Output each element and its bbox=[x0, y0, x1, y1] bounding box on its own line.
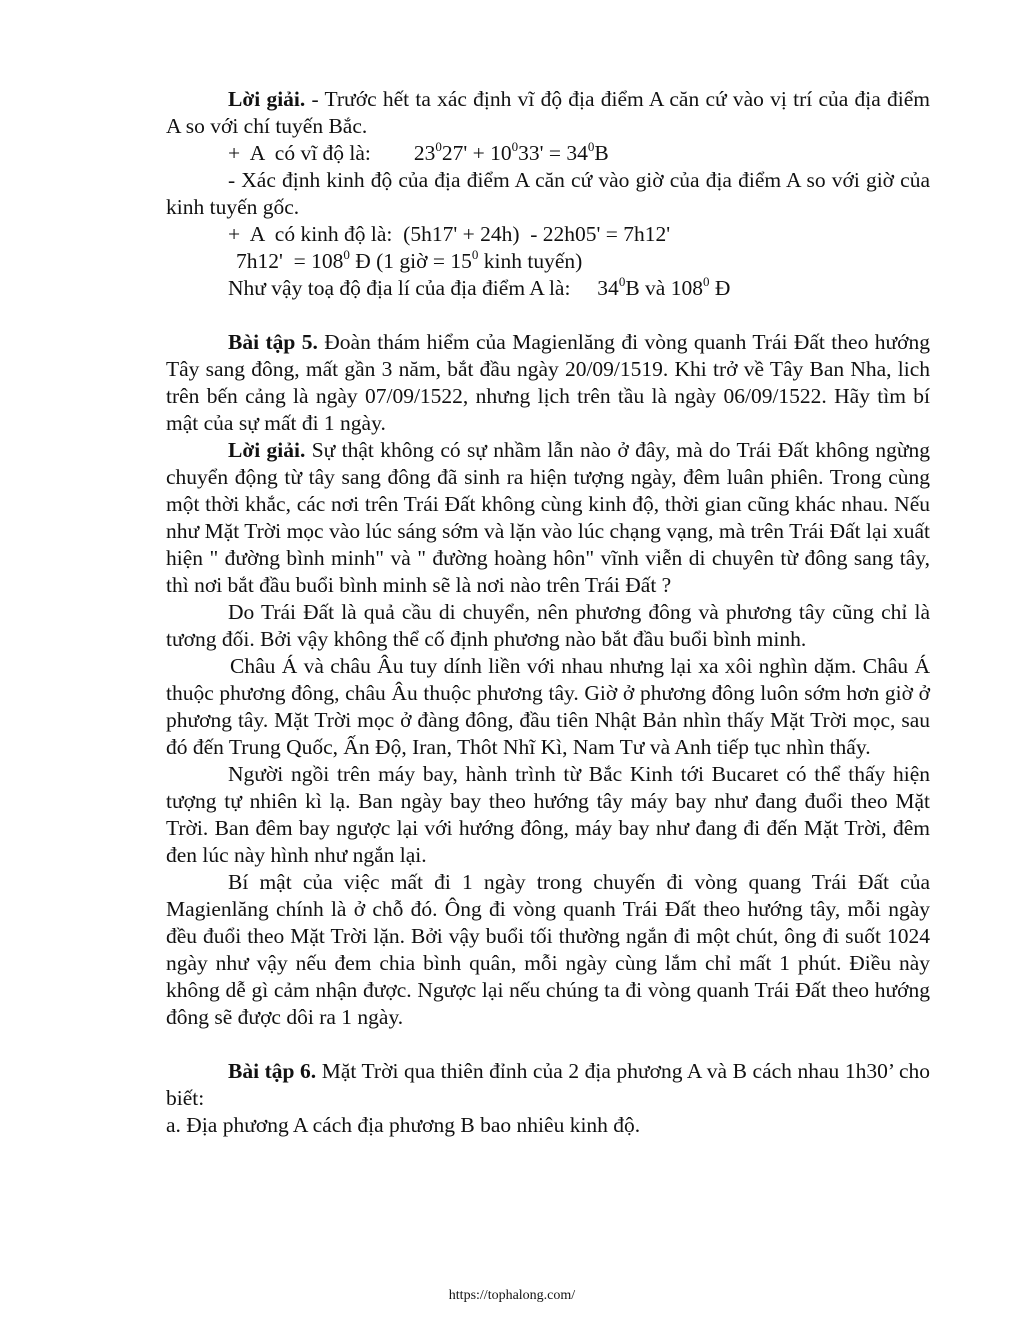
coordinates-line: Như vậy toạ độ địa lí của địa điểm A là: $34^0B$ và $108^0$ Đ bbox=[228, 274, 731, 300]
paragraph: Bí mật của việc mất đi 1 ngày trong chuyến đi vòng quang Trái Đất của Magienlăng chính là ở chỗ đó. Ông đi vòng quanh Trái Đất theo hướng tây, mỗi ngày đều đuổi theo Mặt Trời lặn. Bởi vậy buổi tối thường ngắn đi một chút, ông đi suốt 1024 ngày như vậy nếu đem chia bình quân, mỗi ngày cùng lắm chỉ mất 1 phút. Điều này không dễ gì cảm nhận được. Ngược lại nếu chúng ta đi vòng quanh Trái Đất theo hướng đông sẽ được dôi ra 1 ngày. bbox=[166, 870, 930, 1029]
solution-4-intro: Lời giải. - Trước hết ta xác định vĩ độ địa điểm A căn cứ vào vị trí của địa điểm A so với chí tuyến Bắc. bbox=[166, 87, 931, 138]
spacer bbox=[166, 1031, 930, 1058]
paragraph: Châu Á và châu Âu tuy dính liền với nhau nhưng lại xa xôi nghìn dặm. Châu Á thuộc phương đông, châu Âu thuộc phương tây. Giờ ở phương đông luôn sớm hơn giờ ở phương tây. Mặt Trời mọc ở đàng đông, đầu tiên Nhật Bản nhìn thấy Mặt Trời mọc, sau đó đến Trung Quốc, Ấn Độ, Iran, Thôt Nhĩ Kì, Nam Tư và Anh tiếp tục nhìn thấy. bbox=[166, 654, 930, 759]
longitude-line: + A có kinh độ là: (5h17' + 24h) - 22h05' = 7h12' bbox=[228, 222, 671, 246]
latitude-line: + A có vĩ độ là: $23^027' + 10^033' = 34^0B$ bbox=[228, 139, 609, 165]
paragraph: Người ngồi trên máy bay, hành trình từ Bắc Kinh tới Bucaret có thể thấy hiện tượng tự nhiên kì lạ. Ban ngày bay theo hướng tây máy bay như đang đuổi theo Mặt Trời. Ban đêm bay ngược lại với hướng đông, máy bay như đang đi đến Mặt Trời, đêm đen lúc này hình như ngắn lại. bbox=[166, 762, 930, 867]
solution-label: Lời giải. bbox=[228, 87, 306, 111]
spacer bbox=[166, 302, 930, 329]
solution-label: Lời giải. bbox=[228, 438, 306, 462]
paragraph: Do Trái Đất là quả cầu di chuyển, nên phương đông và phương tây cũng chỉ là tương đối. Bởi vậy không thể cố định phương nào bắt đầu buổi bình minh. bbox=[166, 600, 930, 651]
longitude-intro: - Xác định kinh độ của địa điểm A căn cứ vào giờ của địa điểm A so với giờ của kinh tuyến gốc. bbox=[166, 168, 930, 219]
exercise-6-question-a: a. Địa phương A cách địa phương B bao nhiêu kinh độ. bbox=[166, 1113, 641, 1137]
exercise-6-prompt: Bài tập 6. Mặt Trời qua thiên đỉnh của 2 địa phương A và B cách nhau 1h30’ cho biết: bbox=[166, 1059, 930, 1110]
exercise-5-prompt: Bài tập 5. Đoàn thám hiểm của Magienlăng đi vòng quanh Trái Đất theo hướng Tây sang đông, mất gần 3 năm, bắt đầu ngày 20/09/1519. Khi trở về Tây Ban Nha, lich trên bến cảng là ngày 07/09/1522, nhưng lịch trên tầu là ngày 06/09/1522. Hãy tìm bí mật của sự mất đi 1 ngày. bbox=[166, 330, 930, 435]
exercise-label: Bài tập 6. bbox=[228, 1059, 317, 1083]
exercise-5-solution: Lời giải. Sự thật không có sự nhầm lẫn nào ở đây, mà do Trái Đất không ngừng chuyển động từ tây sang đông đã sinh ra hiện tượng ngày, đêm luân phiên. Trong cùng một thời khắc, các nơi trên Trái Đất không cùng kinh độ, thời gian cũng khác nhau. Nếu như Mặt Trời mọc vào lúc sáng sớm và lặn vào lúc chạng vạng, mà trên Trái Đất lại xuất hiện " đường bình minh" và " đường hoàng hôn" vĩnh viễn di chuyên từ đông sang tây, thì nơi bắt đầu buổi bình minh sẽ là nơi nào trên Trái Đất ? bbox=[166, 438, 930, 597]
document-body bbox=[166, 86, 930, 1139]
exercise-label: Bài tập 5. bbox=[228, 330, 318, 354]
conversion-line: $7h12' = 108^0$ Đ (1 giờ = $15^0$ kinh tuyến) bbox=[236, 247, 583, 273]
footer-url[interactable]: https://tophalong.com/ bbox=[448, 1288, 576, 1303]
